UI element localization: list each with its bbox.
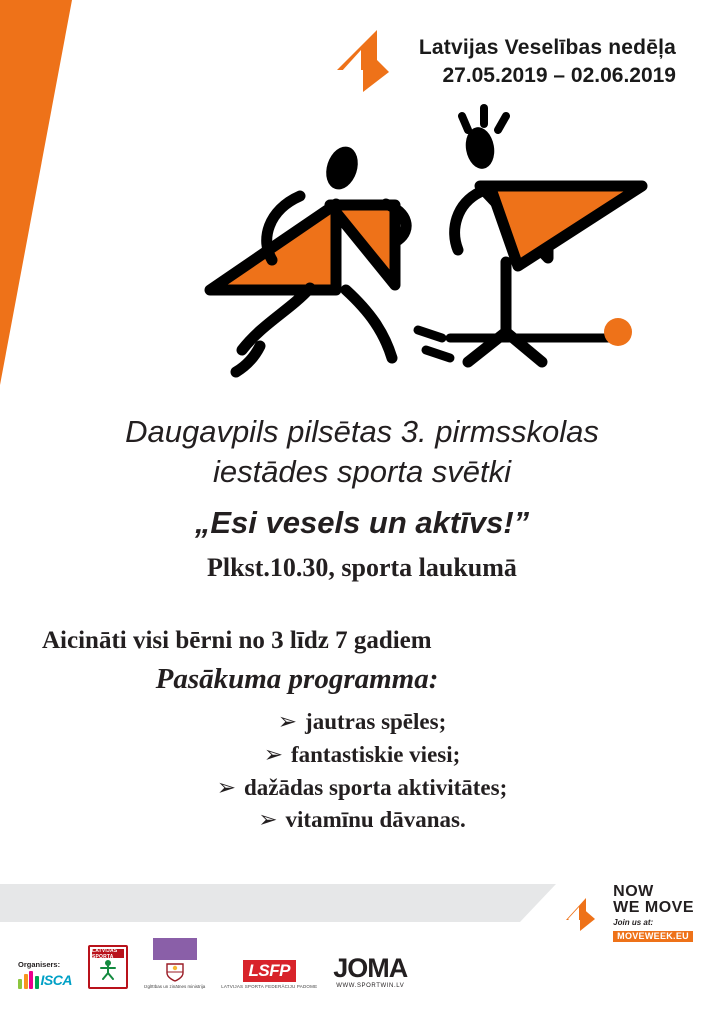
bullet-arrow-icon: ➢	[263, 742, 283, 767]
izm-caption: Izglītības un zinātnes ministrija	[143, 984, 206, 989]
sponsor-lsfp	[221, 960, 317, 989]
bullet-arrow-icon: ➢	[258, 807, 278, 833]
izm-purple-bar	[153, 938, 197, 960]
lsfp-wordmark: LSFP	[243, 960, 296, 982]
program-heading: Pasākuma programma:	[155, 663, 439, 696]
bullet-arrow-icon: ➢	[277, 709, 298, 735]
bullet-arrow-icon: ➢	[216, 774, 237, 800]
now-we-move-line2: WE MOVE	[613, 899, 694, 916]
program-item-label: jautras spēles;	[305, 709, 447, 735]
event-slogan: „Esi vesels un aktīvs!”	[194, 505, 530, 541]
event-time-place: Plkst.10.30, sporta laukumā	[207, 553, 517, 583]
movement-arrow-logo-icon	[331, 24, 405, 98]
poster-header	[331, 24, 676, 98]
moveweek-url-badge[interactable]: MOVEWEEK.EU	[613, 931, 693, 942]
lsa-glyph-icon	[97, 958, 119, 985]
program-item-label: dažādas sporta aktivitātes;	[244, 774, 508, 800]
isca-bars-icon	[18, 971, 39, 989]
invitation-text: Aicināti visi bērni no 3 līdz 7 gadiem	[42, 627, 432, 655]
decorative-corner-wedge	[0, 0, 90, 400]
page-title: Latvijas Veselības nedēļa	[418, 36, 676, 59]
list-item	[0, 706, 724, 739]
two-running-stick-figures-illustration	[150, 100, 680, 400]
event-dates: 27.05.2019 – 02.06.2019	[442, 64, 676, 87]
sponsors-row	[18, 938, 407, 989]
latvia-coat-of-arms-icon	[164, 962, 186, 982]
list-item	[0, 772, 724, 805]
lsa-top-label: LATVIJAS SPORTA	[92, 949, 124, 958]
sponsor-isca	[18, 960, 72, 989]
program-item-label: fantastiskie viesi;	[290, 742, 461, 767]
organisers-label: Organisers:	[18, 960, 61, 970]
event-title-line1: Daugavpils pilsētas 3. pirmsskolas	[125, 414, 599, 449]
program-list	[0, 706, 724, 837]
now-we-move-line1: NOW	[613, 883, 654, 900]
footer-grey-shape	[0, 884, 556, 922]
list-item	[0, 739, 724, 772]
lsfp-caption: LATVIJAS SPORTA FEDERĀCIJU PADOME	[221, 984, 318, 990]
isca-wordmark: ISCA	[40, 972, 72, 989]
now-we-move-join-text: Join us at:	[613, 918, 654, 927]
sponsor-lsa	[88, 945, 128, 989]
program-item-label: vitamīnu dāvanas.	[285, 807, 466, 833]
sponsor-joma	[333, 955, 407, 989]
list-item	[0, 804, 724, 837]
now-we-move-logo	[563, 884, 694, 943]
event-title-line2: iestādes sporta svētki	[212, 453, 512, 489]
now-we-move-arrow-icon	[563, 894, 605, 934]
sponsor-izm	[144, 938, 205, 989]
poster-main-content	[0, 412, 724, 837]
joma-url: WWW.SPORTWIN.LV	[336, 983, 405, 990]
joma-wordmark: JOMA	[333, 953, 408, 984]
